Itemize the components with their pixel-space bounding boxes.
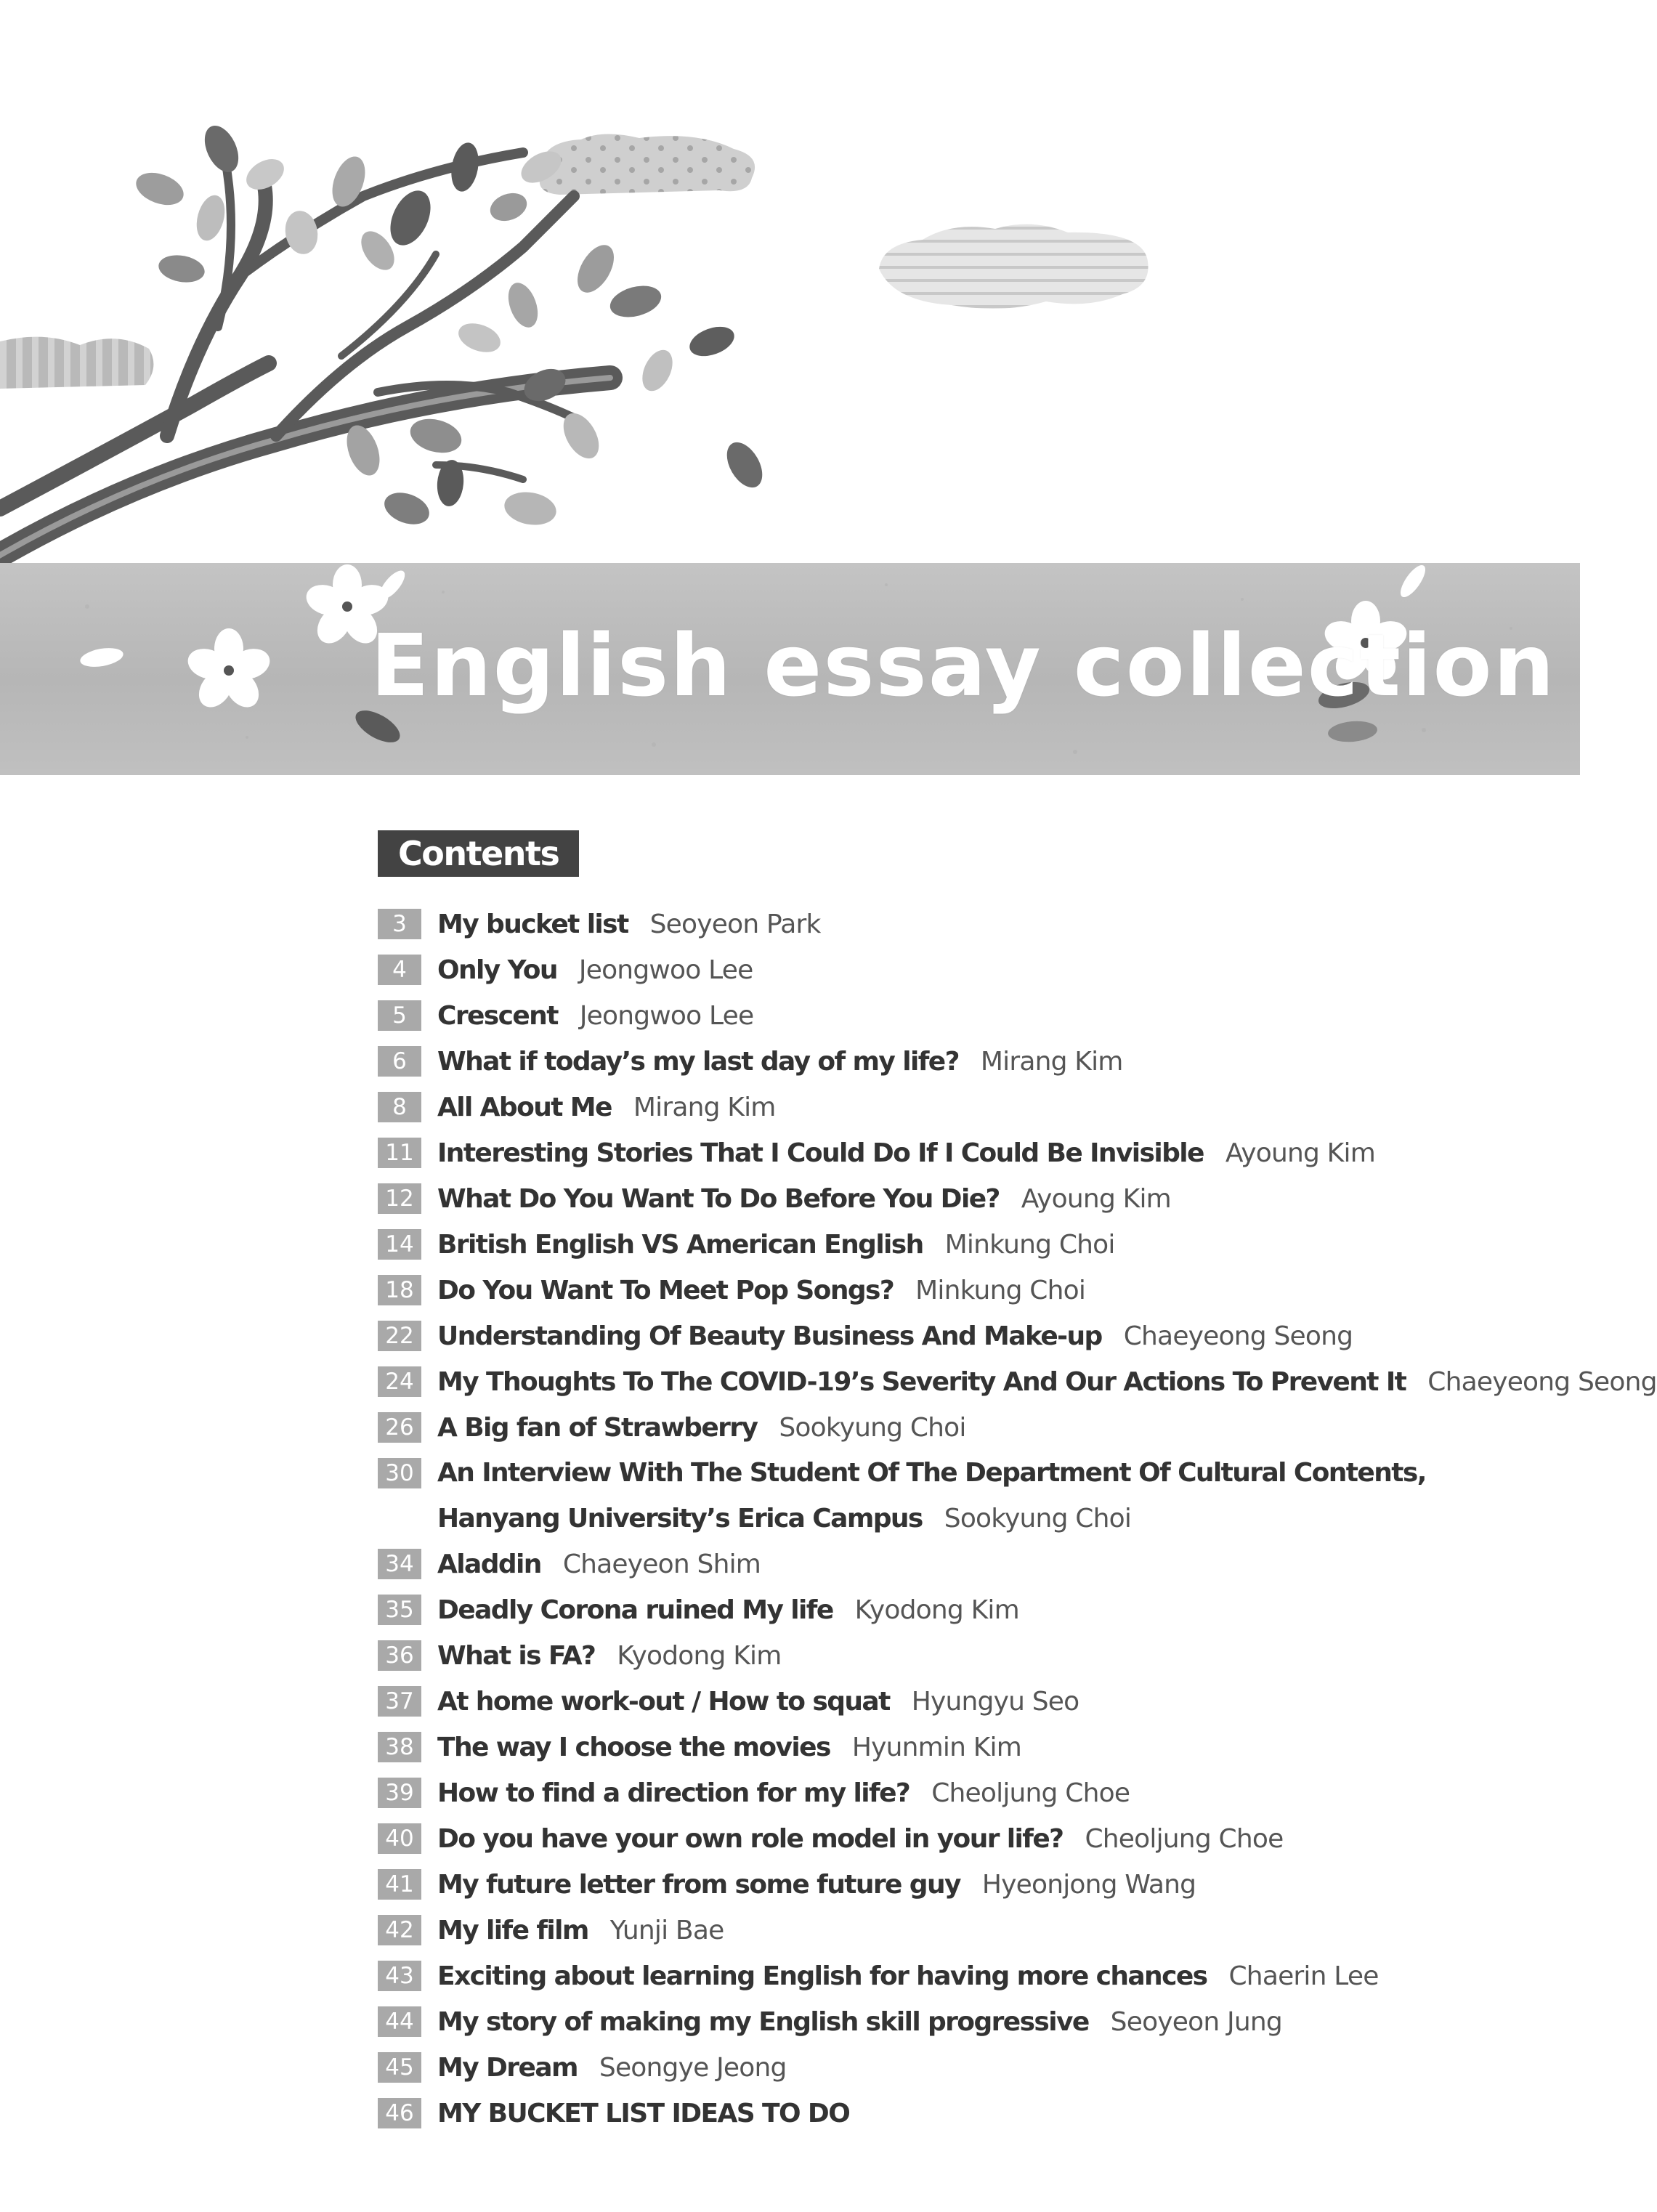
page-number-badge: 44 bbox=[378, 2006, 421, 2037]
essay-title: An Interview With The Student Of The Department Of Cultural Contents, bbox=[437, 1458, 1426, 1488]
page-number-badge: 46 bbox=[378, 2098, 421, 2128]
toc-entry[interactable] bbox=[378, 1222, 1511, 1268]
essay-title: All About Me bbox=[437, 1093, 612, 1122]
author-name: Chaeyeon Shim bbox=[562, 1549, 761, 1579]
author-name: Seongye Jeong bbox=[599, 2053, 787, 2083]
petal-icon bbox=[376, 567, 409, 603]
toc-entry[interactable] bbox=[378, 1633, 1511, 1679]
essay-title: My story of making my English skill progressive bbox=[437, 2007, 1089, 2037]
page-number-badge: 6 bbox=[378, 1046, 421, 1077]
author-name: Chaeyeong Seong bbox=[1123, 1321, 1353, 1351]
dotted-cloud bbox=[540, 134, 755, 195]
essay-title: Deadly Corona ruined My life bbox=[437, 1595, 833, 1625]
author-name: Jeongwoo Lee bbox=[579, 1001, 754, 1031]
essay-title: Do you have your own role model in your life? bbox=[437, 1824, 1064, 1854]
leaf-icon bbox=[1327, 719, 1378, 744]
author-name: Ayoung Kim bbox=[1225, 1138, 1375, 1168]
toc-entry[interactable] bbox=[378, 1816, 1511, 1862]
toc-entry[interactable] bbox=[378, 1999, 1511, 2045]
page-number-badge: 4 bbox=[378, 955, 421, 985]
toc-entry[interactable] bbox=[378, 1770, 1511, 1816]
essay-title: My life film bbox=[437, 1916, 588, 1945]
essay-title: A Big fan of Strawberry bbox=[437, 1413, 758, 1443]
page-number-badge: 35 bbox=[378, 1595, 421, 1625]
title-banner bbox=[0, 563, 1580, 775]
author-name: Chaeyeong Seong bbox=[1427, 1367, 1657, 1397]
essay-title: Only You bbox=[437, 955, 557, 985]
author-name: Chaerin Lee bbox=[1228, 1961, 1379, 1991]
toc-entry[interactable] bbox=[378, 1039, 1511, 1085]
petal-icon bbox=[1396, 562, 1430, 601]
page-number-badge: 41 bbox=[378, 1869, 421, 1900]
toc-entry[interactable] bbox=[378, 1130, 1511, 1176]
author-name: Hyunmin Kim bbox=[851, 1733, 1022, 1762]
toc-entry[interactable] bbox=[378, 1587, 1511, 1633]
toc-entry[interactable] bbox=[378, 1541, 1511, 1587]
page-number-badge: 3 bbox=[378, 909, 421, 939]
essay-title: My Thoughts To The COVID-19’s Severity And Our Actions To Prevent It bbox=[437, 1367, 1406, 1397]
toc-entry[interactable] bbox=[378, 2045, 1511, 2091]
essay-title: British English VS American English bbox=[437, 1230, 923, 1260]
page-number-badge: 38 bbox=[378, 1732, 421, 1762]
page-number-badge: 40 bbox=[378, 1823, 421, 1854]
toc-entry[interactable] bbox=[378, 1176, 1511, 1222]
toc-entry[interactable] bbox=[378, 1313, 1511, 1359]
toc-entry[interactable] bbox=[378, 1725, 1511, 1770]
author-name: Kyodong Kim bbox=[854, 1595, 1019, 1625]
toc-entry[interactable] bbox=[378, 902, 1511, 947]
page-number-badge: 39 bbox=[378, 1778, 421, 1808]
page-number-badge: 5 bbox=[378, 1000, 421, 1031]
page-number-badge: 45 bbox=[378, 2052, 421, 2083]
author-name: Jeongwoo Lee bbox=[578, 955, 753, 985]
petal-icon bbox=[78, 645, 124, 670]
page-number-badge: 11 bbox=[378, 1138, 421, 1168]
essay-title-continued: Hanyang University’s Erica Campus bbox=[437, 1504, 923, 1534]
toc-entry[interactable] bbox=[378, 947, 1511, 993]
toc-entry[interactable] bbox=[378, 1268, 1511, 1313]
contents-heading: Contents bbox=[378, 830, 579, 877]
tree-branch-illustration bbox=[0, 0, 1580, 567]
page-number-badge: 12 bbox=[378, 1183, 421, 1214]
author-name: Kyodong Kim bbox=[617, 1641, 782, 1671]
essay-title: MY BUCKET LIST IDEAS TO DO bbox=[437, 2099, 850, 2128]
essay-title: How to find a direction for my life? bbox=[437, 1778, 910, 1808]
author-name: Hyeonjong Wang bbox=[981, 1870, 1196, 1900]
toc-list bbox=[378, 902, 1657, 2136]
essay-title: Do You Want To Meet Pop Songs? bbox=[437, 1276, 894, 1305]
essay-title: Exciting about learning English for having more chances bbox=[437, 1961, 1207, 1991]
author-name: Cheoljung Choe bbox=[931, 1778, 1130, 1808]
toc-entry[interactable] bbox=[378, 1908, 1511, 1953]
table-of-contents bbox=[378, 830, 1657, 2136]
toc-entry[interactable] bbox=[378, 1359, 1657, 1405]
author-name: Minkung Choi bbox=[915, 1276, 1086, 1305]
essay-title: What if today’s my last day of my life? bbox=[437, 1047, 959, 1077]
toc-entry[interactable] bbox=[378, 1451, 1511, 1541]
page-number-badge: 18 bbox=[378, 1275, 421, 1305]
page-number-badge: 14 bbox=[378, 1229, 421, 1260]
essay-title: At home work-out / How to squat bbox=[437, 1687, 890, 1717]
author-name: Sookyung Choi bbox=[944, 1504, 1132, 1534]
toc-entry[interactable] bbox=[378, 2091, 1511, 2136]
page-number-badge: 42 bbox=[378, 1915, 421, 1945]
essay-title: Crescent bbox=[437, 1001, 558, 1031]
essay-title: My bucket list bbox=[437, 909, 628, 939]
toc-entry[interactable] bbox=[378, 1405, 1511, 1451]
page-number-badge: 26 bbox=[378, 1412, 421, 1443]
blossom-icon bbox=[184, 628, 274, 713]
essay-title: Aladdin bbox=[437, 1549, 541, 1579]
page-number-badge: 36 bbox=[378, 1640, 421, 1671]
essay-title: Interesting Stories That I Could Do If I Could Be Invisible bbox=[437, 1138, 1204, 1168]
toc-entry[interactable] bbox=[378, 1953, 1511, 1999]
page-number-badge: 24 bbox=[378, 1366, 421, 1397]
page-number-badge: 43 bbox=[378, 1961, 421, 1991]
page-title: English essay collection bbox=[370, 615, 1556, 716]
author-name: Mirang Kim bbox=[633, 1093, 776, 1122]
toc-entry[interactable] bbox=[378, 993, 1511, 1039]
striped-cloud-right bbox=[879, 224, 1148, 309]
essay-title: What is FA? bbox=[437, 1641, 596, 1671]
essay-title: The way I choose the movies bbox=[437, 1733, 830, 1762]
author-name: Yunji Bae bbox=[609, 1916, 724, 1945]
author-name: Ayoung Kim bbox=[1021, 1184, 1171, 1214]
essay-title: Understanding Of Beauty Business And Make-up bbox=[437, 1321, 1102, 1351]
page-number-badge: 30 bbox=[378, 1458, 421, 1488]
author-name: Seoyeon Jung bbox=[1110, 2007, 1282, 2037]
page-number-badge: 34 bbox=[378, 1549, 421, 1579]
striped-cloud-left bbox=[0, 337, 153, 389]
toc-entry[interactable] bbox=[378, 1679, 1511, 1725]
toc-entry[interactable] bbox=[378, 1085, 1511, 1130]
toc-entry[interactable] bbox=[378, 1862, 1511, 1908]
author-name: Cheoljung Choe bbox=[1085, 1824, 1284, 1854]
page-number-badge: 37 bbox=[378, 1686, 421, 1717]
page-number-badge: 8 bbox=[378, 1092, 421, 1122]
essay-title: My Dream bbox=[437, 2053, 578, 2083]
author-name: Seoyeon Park bbox=[649, 909, 821, 939]
essay-title: My future letter from some future guy bbox=[437, 1870, 960, 1900]
author-name: Sookyung Choi bbox=[779, 1413, 966, 1443]
author-name: Minkung Choi bbox=[944, 1230, 1115, 1260]
page-number-badge: 22 bbox=[378, 1321, 421, 1351]
author-name: Hyungyu Seo bbox=[911, 1687, 1079, 1717]
essay-title: What Do You Want To Do Before You Die? bbox=[437, 1184, 1000, 1214]
author-name: Mirang Kim bbox=[980, 1047, 1123, 1077]
